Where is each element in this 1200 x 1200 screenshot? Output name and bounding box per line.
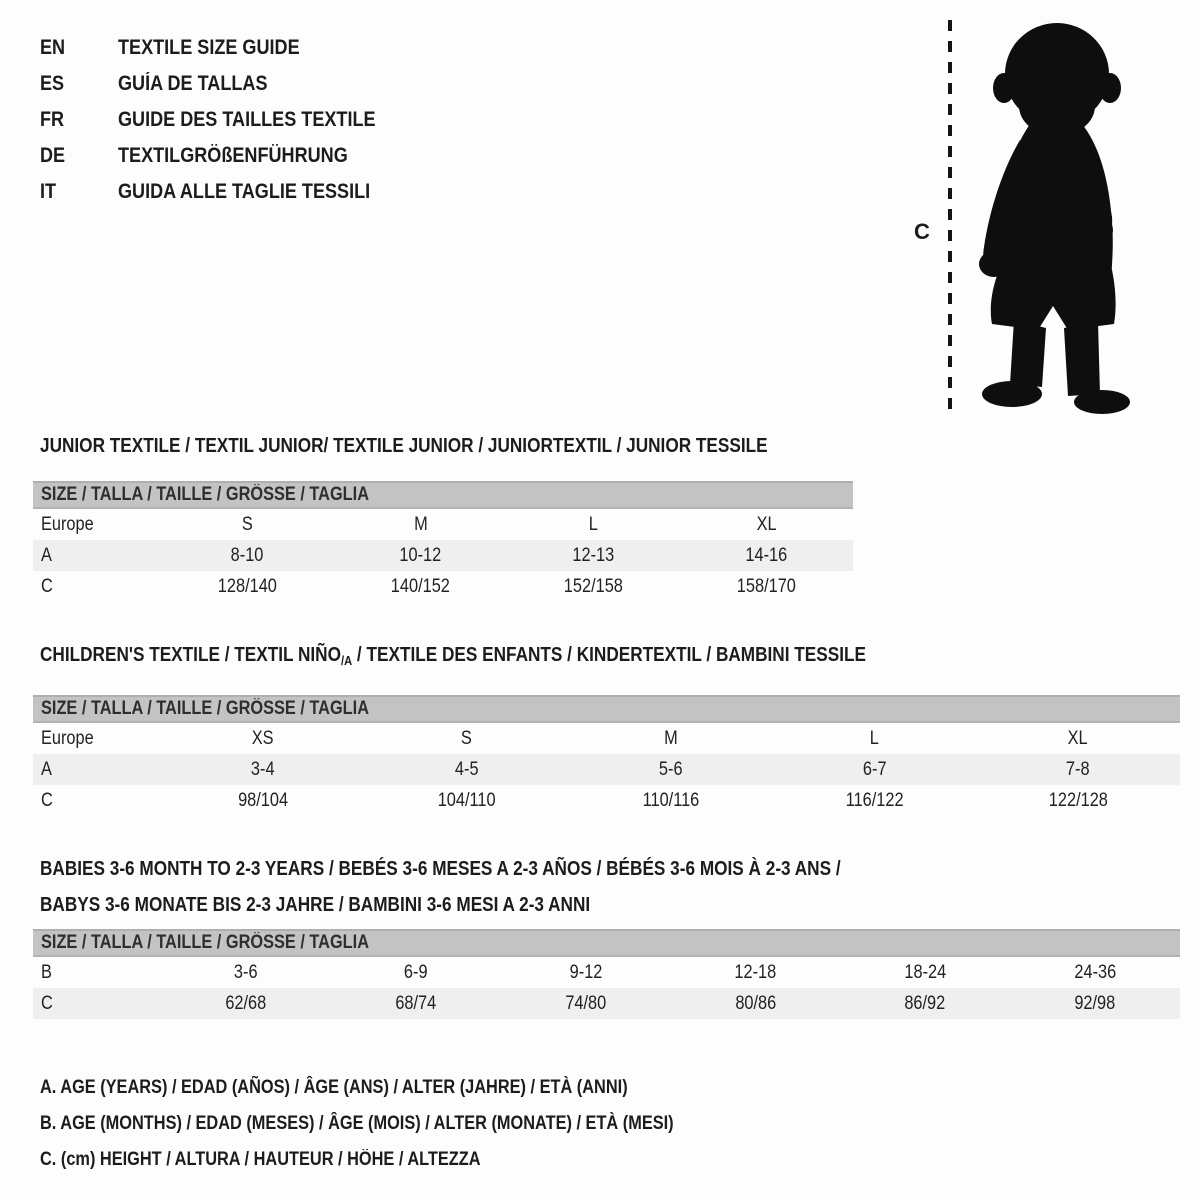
size-header-bar: SIZE / TALLA / TAILLE / GRÖSSE / TAGLIA (33, 695, 1180, 723)
measure-legend (40, 1070, 777, 1178)
lang-code: FR (40, 108, 65, 131)
lang-row-it (40, 174, 417, 210)
table-cell: 74/80 (565, 992, 607, 1014)
table-cell: 122/128 (1048, 789, 1108, 811)
table-cell: S (461, 727, 473, 749)
table-cell: 62/68 (225, 992, 267, 1014)
table-cell: 104/110 (437, 789, 496, 811)
lang-code: EN (40, 36, 66, 59)
table-cell: XS (251, 727, 274, 749)
size-header-bar: SIZE / TALLA / TAILLE / GRÖSSE / TAGLIA (33, 929, 1180, 957)
table-cell: 86/92 (904, 992, 946, 1014)
row-label: C (41, 789, 53, 811)
table-cell: L (869, 727, 879, 749)
table-cell: M (413, 513, 428, 535)
table-cell: 7-8 (1066, 758, 1090, 780)
row-label: C (41, 575, 53, 597)
table-cell: XL (1068, 727, 1089, 749)
table-cell: S (242, 513, 253, 535)
row-label: Europe (41, 513, 94, 535)
lang-row-es (40, 66, 417, 102)
guide-title-es: GUÍA DE TALLAS (118, 72, 268, 95)
table-cell: 6-9 (403, 961, 428, 983)
legend-line-c: C. (cm) HEIGHT / ALTURA / HAUTEUR / HÖHE / ALTEZZA (40, 1149, 481, 1170)
babies-table-rows (33, 957, 1180, 1019)
table-cell: 12-13 (572, 544, 615, 566)
table-cell: 68/74 (395, 992, 437, 1014)
table-cell: 3-6 (234, 961, 258, 983)
lang-code: IT (40, 180, 57, 203)
row-label: A (41, 758, 52, 780)
table-cell: 10-12 (399, 544, 442, 566)
toddler-silhouette (962, 12, 1147, 422)
lang-code: ES (40, 72, 65, 95)
lang-row-fr (40, 102, 417, 138)
junior-textile-section (33, 436, 853, 602)
nino-a-subscript: /A (340, 653, 353, 668)
table-cell: 8-10 (231, 544, 264, 566)
table-cell: 80/86 (734, 992, 776, 1014)
table-row-a (33, 754, 1180, 785)
table-cell: 18-24 (904, 961, 947, 983)
legend-line-b: B. AGE (MONTHS) / EDAD (MESES) / ÂGE (MOIS) / ALTER (MONATE) / ETÀ (MESI) (40, 1113, 674, 1134)
junior-table-rows (33, 509, 853, 602)
row-label: A (41, 544, 52, 566)
row-label: C (41, 992, 53, 1014)
table-cell: 4-5 (454, 758, 479, 780)
table-row-c (33, 571, 853, 602)
table-cell: 158/170 (736, 575, 797, 597)
table-cell: 6-7 (862, 758, 887, 780)
children-section-title: CHILDREN'S TEXTILE / TEXTIL $NIÑO_{/A}$ / TEXTILE DES ENFANTS / KINDERTEXTIL / BAMBINI TESSILE (40, 644, 866, 668)
table-cell: 12-18 (734, 961, 777, 983)
legend-line-a: A. AGE (YEARS) / EDAD (AÑOS) / ÂGE (ANS) / ALTER (JAHRE) / ETÀ (ANNI) (40, 1077, 628, 1098)
height-measure-line (942, 16, 958, 418)
table-cell: 110/116 (642, 789, 699, 811)
size-header-bar: SIZE / TALLA / TAILLE / GRÖSSE / TAGLIA (33, 481, 853, 509)
table-row-c (33, 785, 1180, 816)
table-row-europe (33, 509, 853, 540)
language-title-list (40, 30, 417, 210)
guide-title-it: GUIDA ALLE TAGLIE TESSILI (118, 180, 371, 203)
table-cell: 116/122 (845, 789, 904, 811)
table-cell: 152/158 (563, 575, 624, 597)
children-textile-section (33, 645, 1180, 816)
babies-section-title: BABIES 3-6 MONTH TO 2-3 YEARS / BEBÉS 3-6 MESES A 2-3 AÑOS / BÉBÉS 3-6 MOIS À 2-3 ANS / BABYS 3-6 MONATE BIS 2-3 JAHRE / BAMBINI 3-6 MESI A 2-3 ANNI (40, 858, 841, 916)
guide-title-de: TEXTILGRÖßENFÜHRUNG (118, 144, 348, 167)
lang-row-de (40, 138, 417, 174)
babies-textile-section (33, 851, 1180, 1019)
table-cell: 3-4 (251, 758, 275, 780)
table-cell: 92/98 (1074, 992, 1116, 1014)
table-cell: XL (756, 513, 777, 535)
table-cell: 5-6 (658, 758, 683, 780)
table-cell: 140/152 (390, 575, 451, 597)
row-label: B (41, 961, 52, 983)
row-label: Europe (41, 727, 94, 749)
lang-code: DE (40, 144, 66, 167)
table-cell: 98/104 (237, 789, 288, 811)
table-cell: 128/140 (217, 575, 278, 597)
lang-row-en (40, 30, 417, 66)
table-row-a (33, 540, 853, 571)
guide-title-fr: GUIDE DES TAILLES TEXTILE (118, 108, 376, 131)
table-cell: 24-36 (1074, 961, 1116, 983)
table-cell: 14-16 (745, 544, 788, 566)
table-row-europe (33, 723, 1180, 754)
table-cell: M (663, 727, 678, 749)
children-table-rows (33, 723, 1180, 816)
table-row-c (33, 988, 1180, 1019)
height-measure-label: C (914, 219, 930, 244)
table-cell: L (588, 513, 599, 535)
table-row-b (33, 957, 1180, 988)
guide-title-en: TEXTILE SIZE GUIDE (118, 36, 300, 59)
table-cell: 9-12 (569, 961, 602, 983)
junior-section-title: JUNIOR TEXTILE / TEXTIL JUNIOR/ TEXTILE JUNIOR / JUNIORTEXTIL / JUNIOR TESSILE (40, 435, 768, 457)
